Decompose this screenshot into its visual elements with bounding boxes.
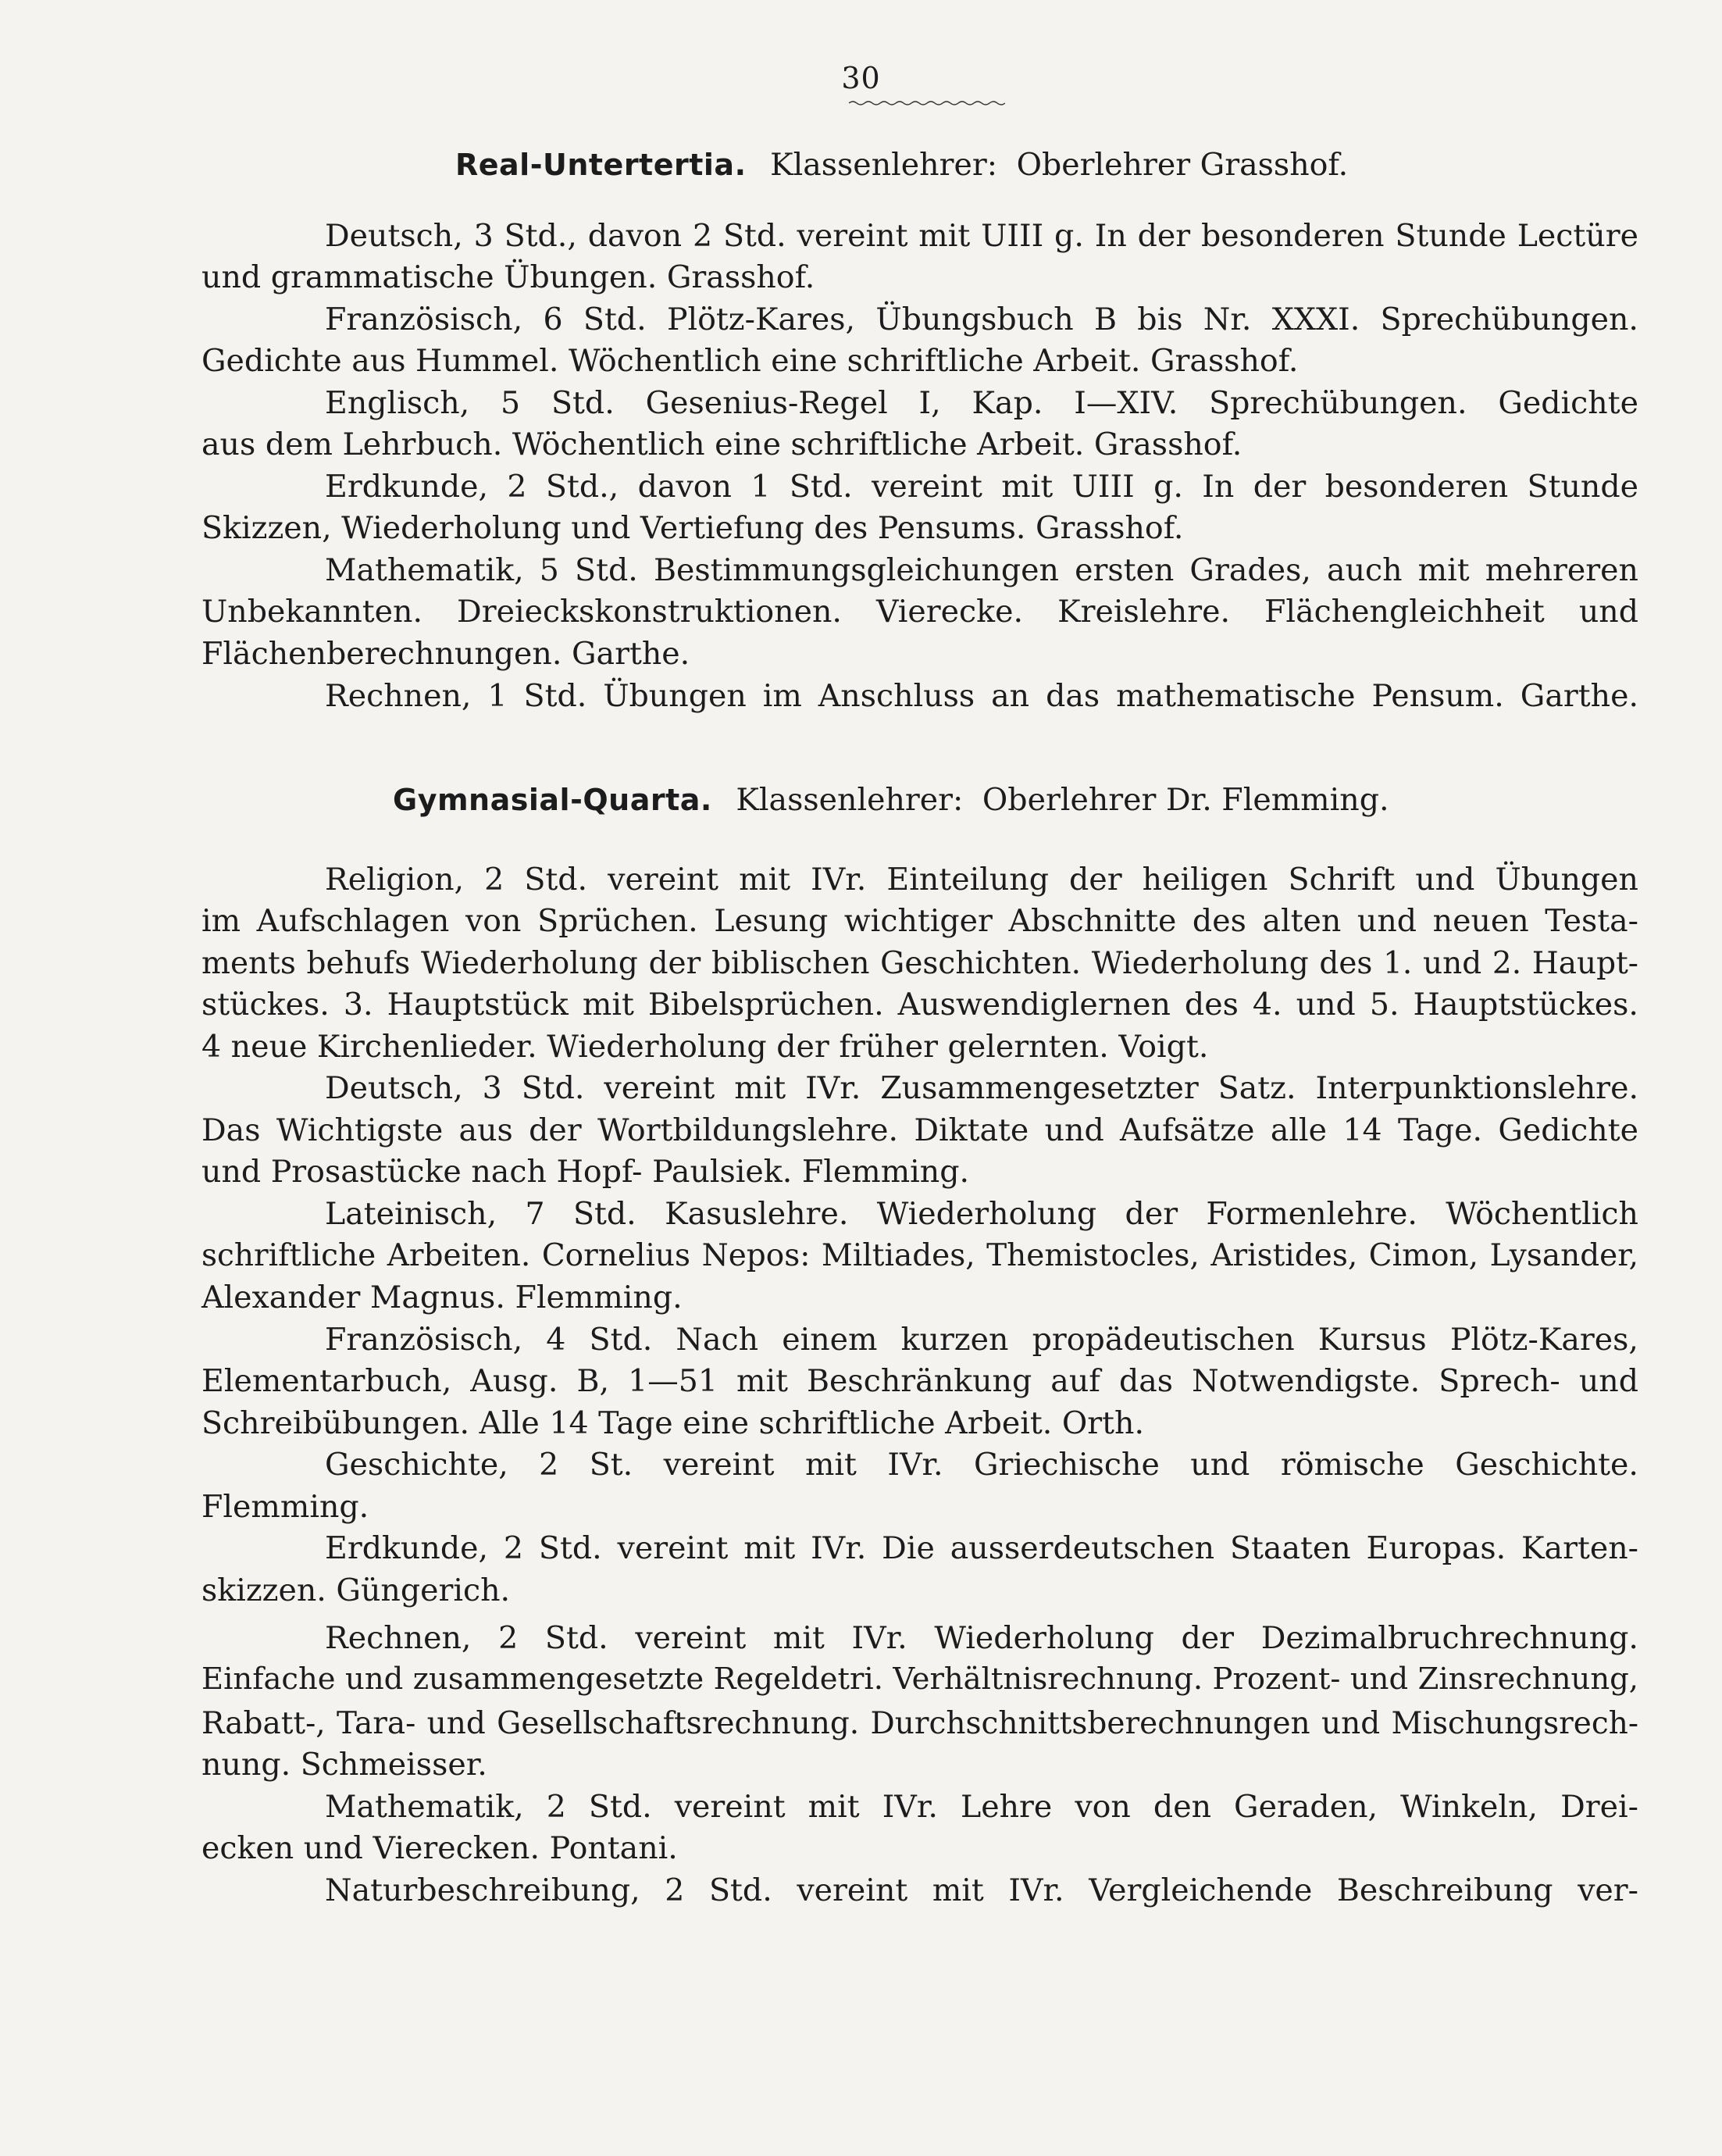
text-line: Rabatt-, Tara- und Gesellschaftsrechnung. Durchschnittsberechnungen und Mischungsrech- [201, 1706, 1638, 1741]
text-line: Gedichte aus Hummel. Wöchentlich eine schriftliche Arbeit. Grasshof. [201, 343, 1299, 379]
text-line: Elementarbuch, Ausg. B, 1—51 mit Beschränkung auf das Notwendigste. Sprech- und [201, 1363, 1638, 1399]
text-line: Schreibübungen. Alle 14 Tage eine schriftliche Arbeit. Orth. [201, 1405, 1145, 1441]
text-line: Skizzen, Wiederholung und Vertiefung des Pensums. Grasshof. [201, 510, 1184, 546]
text-line: Lateinisch, 7 Std. Kasuslehre. Wiederholung der Formenlehre. Wöchentlich [325, 1196, 1638, 1232]
page-number: 30 [841, 61, 881, 95]
page-number-wave-rule [849, 100, 1005, 106]
text-line: Einfache und zusammengesetzte Regeldetri. Verhältnisrechnung. Prozent- und Zinsrechnung, [201, 1662, 1638, 1697]
text-line: ments behufs Wiederholung der biblischen Geschichten. Wiederholung des 1. und 2. Haupt- [201, 946, 1638, 981]
text-line: und Prosastücke nach Hopf- Paulsiek. Flemming. [201, 1154, 970, 1190]
text-line: und grammatische Übungen. Grasshof. [201, 259, 815, 295]
text-line: ecken und Vierecken. Pontani. [201, 1830, 678, 1866]
text-line: Alexander Magnus. Flemming. [201, 1280, 683, 1315]
class-teacher-label: Klassenlehrer: [736, 782, 964, 818]
text-line: aus dem Lehrbuch. Wöchentlich eine schriftliche Arbeit. Grasshof. [201, 427, 1242, 462]
text-line: nung. Schmeisser. [201, 1747, 487, 1783]
text-line: skizzen. Güngerich. [201, 1572, 511, 1608]
text-line: Naturbeschreibung, 2 Std. vereint mit IVr. Vergleichende Beschreibung ver- [325, 1872, 1638, 1908]
section-title: Gymnasial-Quarta. [393, 783, 712, 817]
text-line: 4 neue Kirchenlieder. Wiederholung der früher gelernten. Voigt. [201, 1029, 1209, 1065]
text-line: Religion, 2 Std. vereint mit IVr. Einteilung der heiligen Schrift und Übungen [325, 862, 1638, 898]
text-line: Rechnen, 2 Std. vereint mit IVr. Wiederholung der Dezimalbruchrechnung. [325, 1620, 1638, 1656]
text-line: Englisch, 5 Std. Gesenius-Regel I, Kap. I—XIV. Sprechübungen. Gedichte [325, 385, 1638, 421]
text-line: Deutsch, 3 Std. vereint mit IVr. Zusammengesetzter Satz. Interpunktionslehre. [325, 1070, 1638, 1106]
text-line: Mathematik, 2 Std. vereint mit IVr. Lehre von den Geraden, Winkeln, Drei- [325, 1789, 1638, 1825]
text-line: im Aufschlagen von Sprüchen. Lesung wichtiger Abschnitte des alten und neuen Testa- [201, 903, 1638, 939]
text-line: Erdkunde, 2 Std., davon 1 Std. vereint mit UIII g. In der besonderen Stunde [325, 469, 1638, 505]
class-teacher-name: Oberlehrer Grasshof. [1016, 147, 1349, 183]
class-teacher-label: Klassenlehrer: [770, 147, 998, 183]
text-line: Das Wichtigste aus der Wortbildungslehre. Diktate und Aufsätze alle 14 Tage. Gedichte [201, 1112, 1638, 1148]
text-line: Rechnen, 1 Std. Übungen im Anschluss an das mathematische Pensum. Garthe. [325, 678, 1638, 714]
section-heading-gymnasial-quarta [201, 782, 1638, 818]
text-line: schriftliche Arbeiten. Cornelius Nepos: Miltiades, Themistocles, Aristides, Cimon, Lysander, [201, 1238, 1638, 1273]
text-line: Flemming. [201, 1489, 369, 1525]
section-heading-real-untertertia [201, 147, 1638, 183]
section-title: Real-Untertertia. [455, 148, 747, 182]
text-line: stückes. 3. Hauptstück mit Bibelsprüchen. Auswendiglernen des 4. und 5. Hauptstückes. [201, 987, 1638, 1023]
text-line: Geschichte, 2 St. vereint mit IVr. Griechische und römische Geschichte. [325, 1447, 1638, 1483]
text-line: Mathematik, 5 Std. Bestimmungsgleichungen ersten Grades, auch mit mehreren [325, 552, 1638, 588]
class-teacher-name: Oberlehrer Dr. Flemming. [982, 782, 1389, 818]
text-line: Flächenberechnungen. Garthe. [201, 636, 690, 672]
text-line: Unbekannten. Dreieckskonstruktionen. Vierecke. Kreislehre. Flächengleichheit und [201, 594, 1638, 630]
text-line: Erdkunde, 2 Std. vereint mit IVr. Die ausserdeutschen Staaten Europas. Karten- [325, 1530, 1638, 1566]
text-line: Deutsch, 3 Std., davon 2 Std. vereint mit UIII g. In der besonderen Stunde Lectüre [325, 218, 1638, 254]
text-line: Französisch, 6 Std. Plötz-Kares, Übungsbuch B bis Nr. XXXI. Sprechübungen. [325, 302, 1638, 337]
text-line: Französisch, 4 Std. Nach einem kurzen propädeutischen Kursus Plötz-Kares, [325, 1322, 1638, 1358]
